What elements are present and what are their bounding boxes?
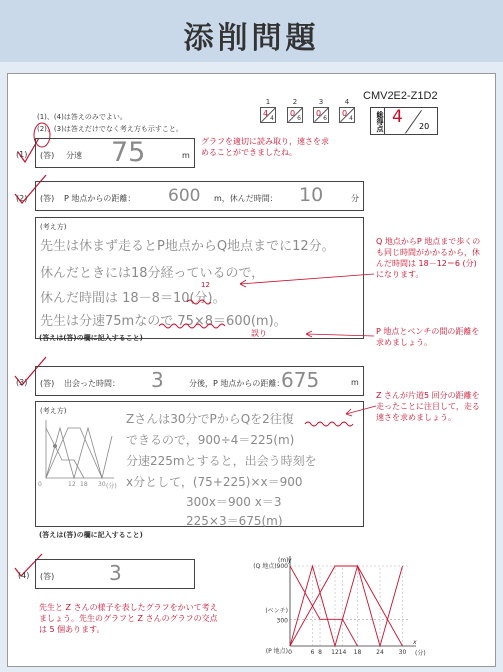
score-max: 4	[270, 115, 274, 122]
q1-unit: m	[182, 151, 190, 160]
q3-work-line: x分として，(75+225)×x＝900	[126, 475, 303, 489]
total-score-max: 20	[419, 122, 430, 131]
q2-comment-2: P 地点とベンチの間の距離を求めましょう。	[376, 327, 480, 347]
q2-number: (2)	[16, 194, 28, 203]
q4-number: (4)	[18, 571, 30, 580]
q3-sketch-tick: 0	[38, 481, 42, 488]
x-tick-label: 8	[318, 649, 322, 656]
x-tick-label: 0	[288, 649, 292, 656]
score-number: 2	[292, 98, 298, 106]
score-max: 6	[297, 115, 301, 122]
q2-unit2: 分	[351, 194, 359, 203]
q2-work-line: 先生は分速75mなので 75×8＝600(m)。	[40, 314, 287, 329]
q3-sketch-tick: 30	[98, 481, 106, 488]
q3-answer1: 3	[151, 368, 164, 392]
q1-answer-label: (答)	[40, 151, 55, 160]
q2-work-line: 休んだときには18分経っているので，	[40, 266, 265, 281]
q2-field1-label: P 地点からの距離：	[64, 194, 136, 203]
q1-answer: 75	[111, 137, 146, 168]
q3-number: (3)	[16, 378, 28, 387]
x-tick-label: 12	[331, 649, 339, 656]
q2-work-label: (考え方)	[40, 223, 67, 231]
y-tick-label: 300	[276, 617, 288, 625]
score-cell-4	[339, 98, 355, 124]
x-tick-label: 14	[338, 649, 347, 656]
instruction-line-2: (2)、(3)は答えだけでなく考え方も示すこと。	[37, 125, 183, 133]
score-number: 4	[344, 98, 350, 106]
q3-field2-label: 分後，P 地点からの距離：	[189, 379, 285, 388]
q3-answer-box	[35, 366, 364, 396]
q2-field2-label: m，休んだ時間：	[214, 194, 278, 203]
q3-work-sketch	[40, 416, 118, 486]
q2-work-line: 先生は休まず走るとP地点からQ地点までに12分。	[40, 239, 335, 254]
instruction-line-1: (1)、(4)は答えのみでよい。	[37, 113, 127, 121]
total-score-label: 総得点	[371, 108, 385, 134]
q3-work-line: 300x＝900 x＝3	[186, 495, 282, 509]
q4-comment: 先生と Z さんの様子を表したグラフをかいて考えましょう。先生のグラフと Z さんのグラフの交点は 5 個あります。	[39, 603, 218, 634]
q1-field-label: 分速	[66, 151, 82, 160]
q3-field1-label: 出会った時間：	[64, 379, 120, 388]
q3-footer: (答えは(答)の欄に記入すること)	[39, 531, 143, 539]
score-box	[313, 107, 329, 123]
y-tick-label: (ベンチ)	[265, 607, 288, 615]
q2-answer1: 600	[168, 186, 201, 206]
total-score-got: 4	[392, 107, 403, 127]
q3-work-line: 分速225mとすると，出会う時刻を	[126, 454, 317, 468]
score-got: 0	[342, 109, 348, 118]
score-got: 0	[290, 109, 296, 118]
y-tick-label: (Q 地点)900	[253, 563, 288, 570]
q2-comment-arrows	[188, 264, 378, 344]
x-axis-label: (分)	[415, 650, 426, 657]
q4-graph	[230, 548, 426, 664]
q2-error-mark: 誤り	[251, 329, 267, 338]
page-title: 添削問題	[183, 21, 320, 56]
worksheet	[7, 73, 496, 667]
q4-answer: 3	[109, 561, 122, 585]
score-box	[260, 107, 276, 123]
x-tick-label: 30	[398, 649, 407, 656]
q3-work-line: できるので，900÷4＝225(m)	[126, 433, 295, 447]
q3-work-label: (考え方)	[40, 407, 67, 415]
q1-comment: グラフを適切に読み取り，速さを求めることができましたね。	[201, 137, 329, 157]
q3-answer2: 675	[281, 368, 320, 392]
header-banner	[0, 0, 503, 62]
q3-work-box	[35, 401, 364, 527]
q1-number: (1)	[16, 150, 28, 159]
q3-work-line: 225×3＝675(m)	[186, 514, 283, 528]
q3-answer-label: (答)	[40, 379, 55, 388]
q2-work-line: 休んだ時間は 18－8＝10(分)。	[40, 291, 226, 306]
q3-sketch-axis-label: (分)	[106, 483, 117, 490]
score-number: 1	[265, 98, 271, 106]
x-axis-letter: x	[413, 639, 417, 646]
x-tick-label: 24	[376, 649, 384, 656]
q3-comment-arrow	[338, 404, 378, 424]
score-number: 3	[318, 98, 324, 106]
x-tick-label: 6	[310, 649, 315, 656]
q4-answer-label: (答)	[40, 572, 55, 581]
q4-answer-box	[35, 559, 195, 589]
q3-sketch-tick: 12	[68, 481, 76, 488]
q3-comment: Z さんが片道5 回分の距離を走ったことに注目して，走る速さを求めましょう。	[376, 391, 480, 422]
origin-label: (P 地点)	[265, 648, 288, 655]
x-tick-label: 18	[353, 649, 362, 656]
q1-answer-box	[35, 138, 195, 168]
score-cell-3	[313, 98, 329, 124]
score-got: 4	[263, 109, 269, 118]
score-max: 4	[349, 115, 353, 122]
q2-answer2: 10	[299, 184, 324, 206]
q2-answer-box	[35, 181, 364, 211]
q2-correction-mark: 12	[201, 281, 210, 289]
q3-sketch-tick: 18	[80, 481, 88, 488]
score-got: 0	[316, 109, 322, 118]
score-box	[287, 107, 303, 123]
y-axis-label: (m)	[278, 557, 289, 564]
series-line-3	[290, 566, 403, 646]
total-score-box	[370, 107, 438, 135]
q2-answer-label: (答)	[40, 194, 55, 203]
score-cell-2	[287, 98, 303, 124]
q2-comment-1: Q 地点からP 地点まで歩くのも同じ時間がかかるから，休んだ時間は 18－12＝6 (分) になります。	[376, 237, 481, 279]
score-box	[339, 107, 355, 123]
score-cell-1	[260, 98, 276, 124]
document-code: CMV2E2-Z1D2	[363, 90, 438, 102]
score-max: 6	[323, 115, 327, 122]
q3-work-line: Zさんは30分でPからQを2往復	[126, 412, 294, 426]
q2-footer: (答えは(答)の欄に記入すること)	[39, 334, 143, 342]
q3-unit2: m	[351, 378, 359, 387]
y-axis-letter: y	[288, 557, 292, 564]
